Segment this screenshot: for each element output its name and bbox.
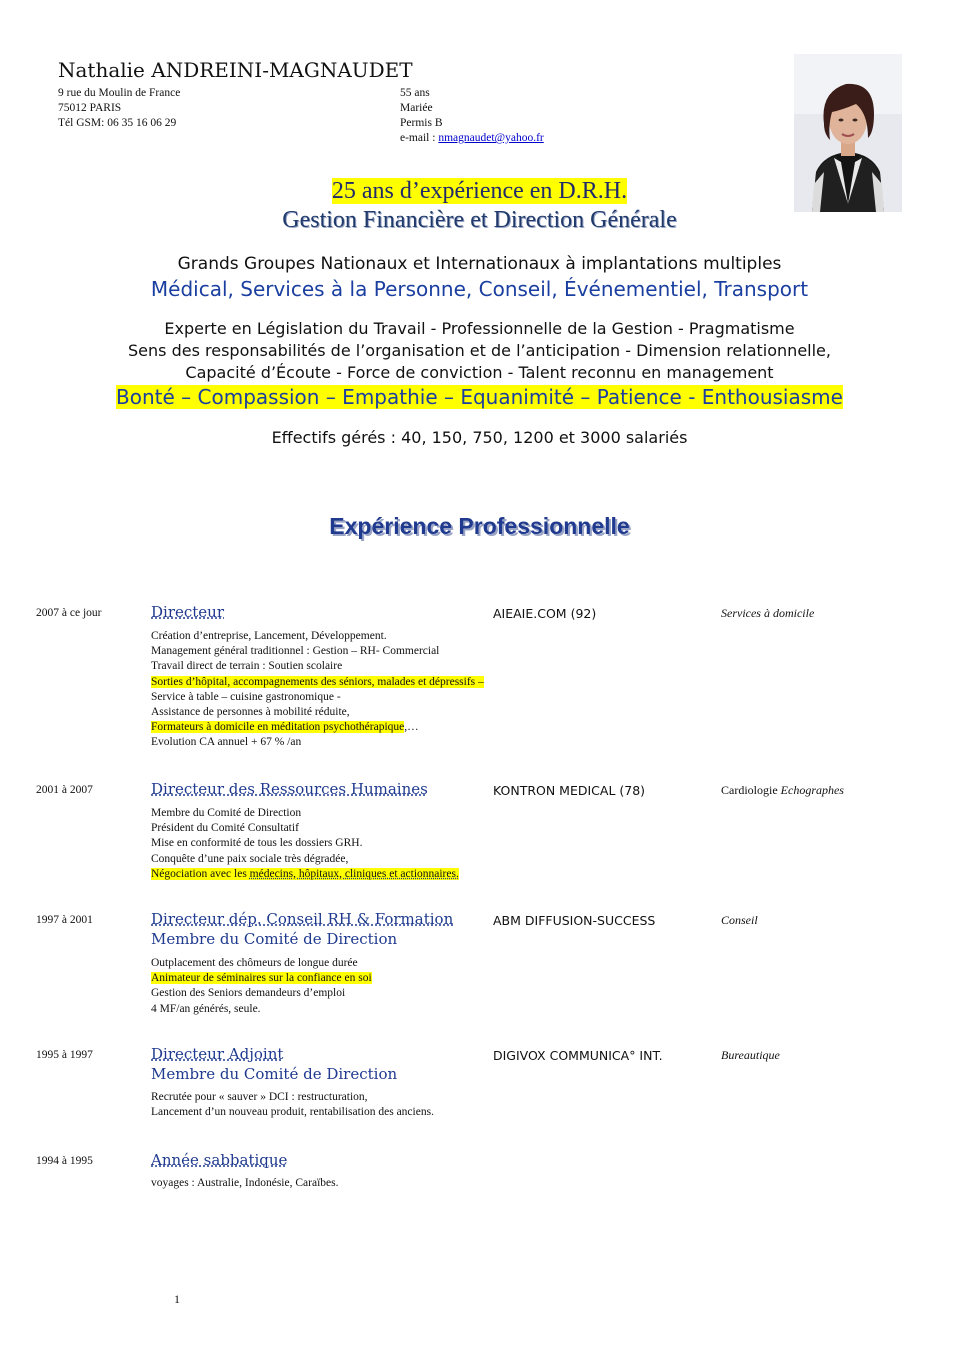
headline-experience: 25 ans d’expérience en D.R.H.	[331, 178, 628, 204]
duties-list	[151, 1176, 338, 1191]
list-item: Sorties d’hôpital, accompagnements des séniors, malades et dépressifs –	[151, 675, 484, 688]
contact-block	[58, 86, 180, 131]
section-title-experience: Expérience Professionnelle	[329, 513, 630, 539]
list-item: Mise en conformité de tous les dossiers GRH.	[151, 837, 363, 850]
address-city: 75012 PARIS	[58, 102, 122, 114]
email-line	[400, 131, 544, 146]
list-item: Service à table – cuisine gastronomique -	[151, 690, 341, 703]
job-title: Année sabbatique	[151, 1151, 288, 1169]
address-street: 9 rue du Moulin de France	[58, 87, 181, 99]
list-item: Outplacement des chômeurs de longue durée	[151, 957, 358, 969]
list-item: Formateurs à domicile en méditation psychothérapique,…	[151, 721, 419, 734]
sector: Services à domicile	[721, 606, 815, 620]
period: 2001 à 2007	[36, 784, 93, 796]
list-item: Assistance de personnes à mobilité réduite,	[151, 706, 350, 719]
job-title: Directeur Adjoint	[151, 1045, 284, 1063]
qualities-line-1: Experte en Législation du Travail - Professionnelle de la Gestion - Pragmatisme	[164, 319, 795, 338]
job-title: Directeur des Ressources Humaines	[151, 780, 428, 798]
company-name: DIGIVOX COMMUNICA° INT.	[493, 1048, 663, 1063]
qualities-line-3: Capacité d’Écoute - Force de conviction - Talent reconnu en management	[185, 363, 774, 382]
duties-list	[151, 806, 459, 882]
list-item: 4 MF/an générés, seule.	[151, 1002, 261, 1015]
qualities-line-2: Sens des responsabilités de l’organisation et de l’anticipation - Dimension relationnelle,	[128, 341, 831, 360]
list-item	[151, 867, 459, 882]
job-title: Directeur	[151, 603, 225, 621]
duties-list	[151, 956, 372, 1017]
period: 1995 à 1997	[36, 1049, 93, 1061]
period: 2007 à ce jour	[36, 607, 102, 619]
headline-specialty: Gestion Financière et Direction Générale	[282, 207, 677, 233]
page-number: 1	[174, 1292, 180, 1306]
list-item: Président du Comité Consultatif	[151, 822, 299, 835]
job-subtitle: Membre du Comité de Direction	[151, 1065, 398, 1083]
duties-list	[151, 629, 484, 751]
highlighted-text: Négociation avec les médecins, hôpitaux, cliniques et actionnaires.	[151, 867, 459, 880]
email-link[interactable]: nmagnaudet@yahoo.fr	[438, 132, 544, 144]
virtues: Bonté – Compassion – Empathie – Equanimité – Patience - Enthousiasme	[116, 385, 843, 409]
list-item: Création d’entreprise, Lancement, Développement.	[151, 630, 387, 642]
staff-managed: Effectifs gérés : 40, 150, 750, 1200 et 3000 salariés	[271, 428, 688, 447]
duties-list	[151, 1090, 434, 1120]
company-name: KONTRON MEDICAL (78)	[493, 783, 646, 798]
period: 1997 à 2001	[36, 914, 93, 926]
list-item: Lancement d’un nouveau produit, rentabilisation des anciens.	[151, 1106, 434, 1119]
list-item: Gestion des Seniors demandeurs d’emploi	[151, 987, 346, 1000]
sectors: Médical, Services à la Personne, Conseil, Événementiel, Transport	[150, 277, 809, 301]
list-item: voyages : Australie, Indonésie, Caraïbes.	[151, 1177, 339, 1189]
phone-number: Tél GSM: 06 35 16 06 29	[58, 117, 177, 129]
list-item: Conquête d’une paix sociale très dégradée,	[151, 852, 349, 865]
candidate-name: Nathalie ANDREINI-MAGNAUDET	[58, 58, 413, 82]
company-name: ABM DIFFUSION-SUCCESS	[493, 913, 656, 928]
sector: Conseil	[721, 913, 758, 927]
driving-license: Permis B	[400, 117, 443, 129]
email-label: e-mail :	[400, 132, 439, 144]
list-item: Recrutée pour « sauver » DCI : restructuration,	[151, 1091, 368, 1103]
job-subtitle: Membre du Comité de Direction	[151, 930, 398, 948]
sector: Bureautique	[721, 1048, 780, 1062]
list-item: Management général traditionnel : Gestion – RH- Commercial	[151, 645, 440, 658]
list-item: Travail direct de terrain : Soutien scolaire	[151, 660, 343, 673]
job-title: Directeur dép. Conseil RH & Formation	[151, 910, 454, 928]
age: 55 ans	[400, 87, 430, 99]
list-item: Evolution CA annuel + 67 % /an	[151, 736, 302, 749]
marital-status: Mariée	[400, 102, 433, 114]
period: 1994 à 1995	[36, 1155, 93, 1167]
personal-info-block	[400, 86, 544, 146]
company-name: AIEAIE.COM (92)	[493, 606, 597, 621]
sector: Cardiologie Echographes	[721, 783, 844, 797]
list-item: Membre du Comité de Direction	[151, 807, 302, 819]
company-types: Grands Groupes Nationaux et Internationaux à implantations multiples	[177, 254, 782, 274]
list-item: Animateur de séminaires sur la confiance en soi	[151, 972, 372, 985]
